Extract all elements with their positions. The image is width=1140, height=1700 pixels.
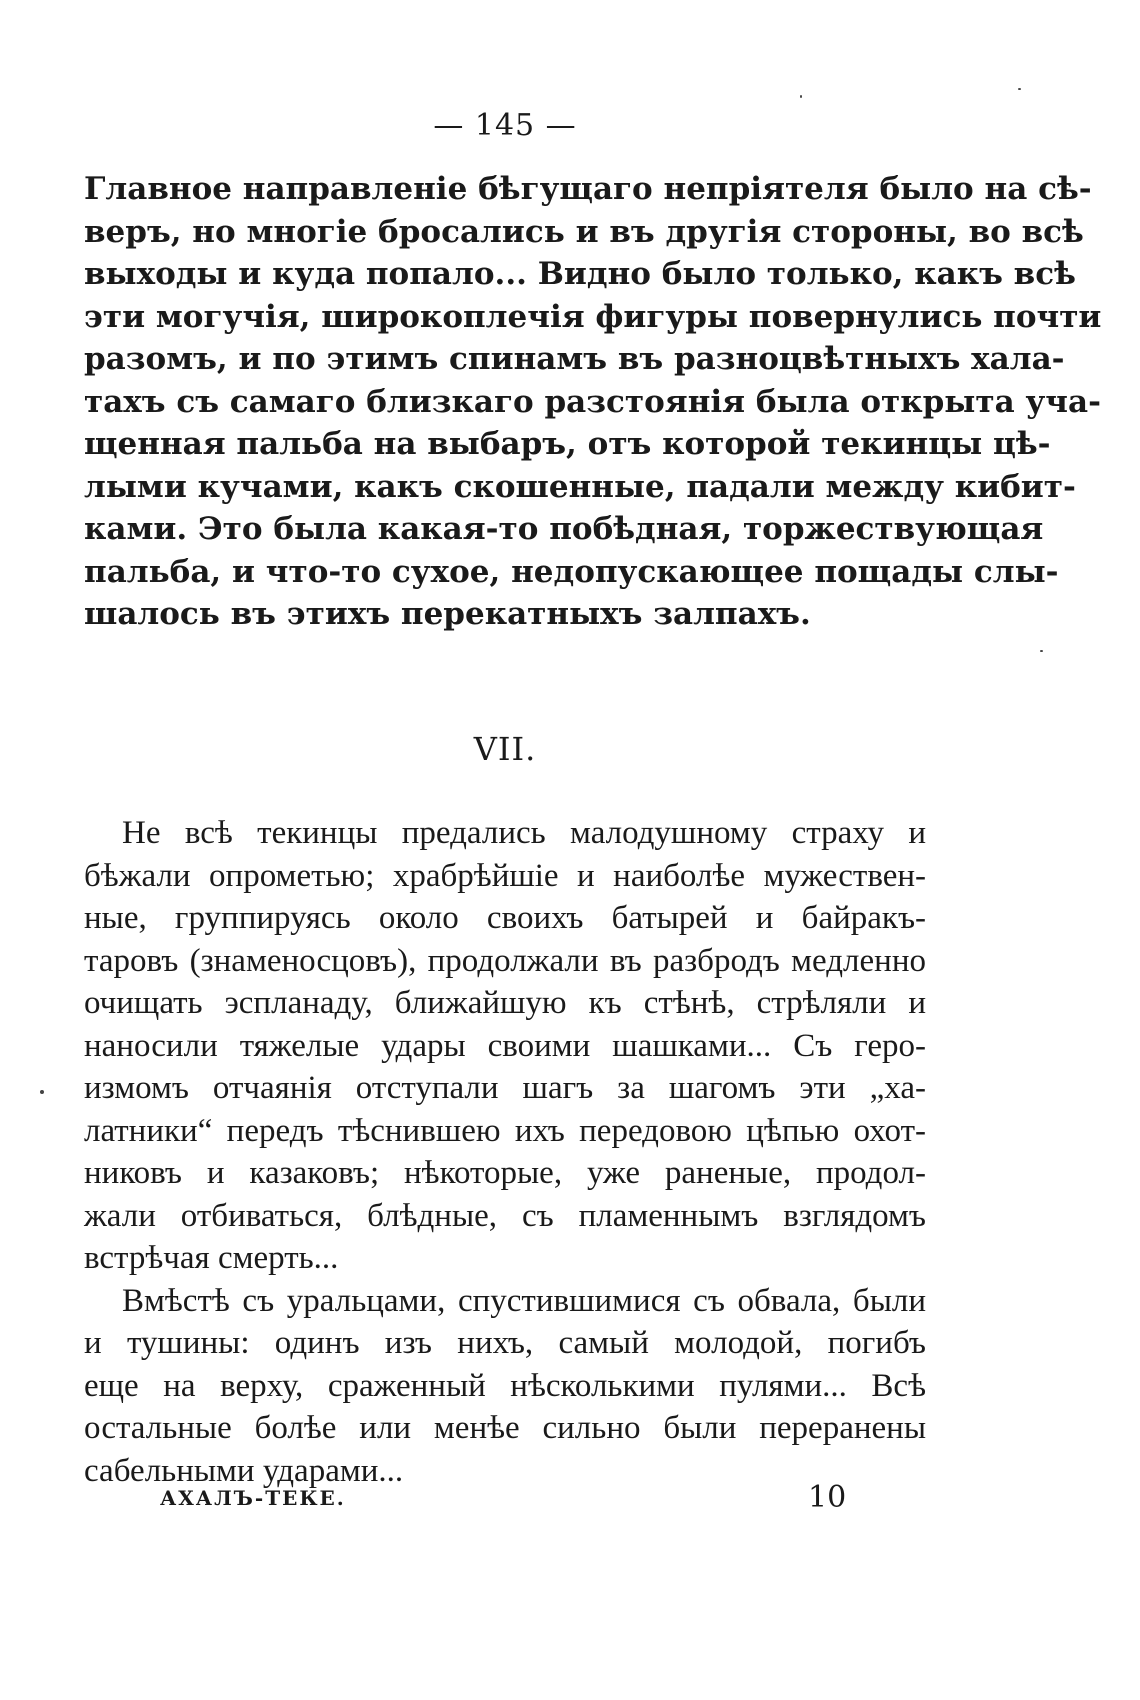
text-line: щенная пальба на выбаръ, отъ которой текинцы цѣ- <box>84 426 1051 462</box>
text-line: Не всѣ текинцы предались малодушному страху и <box>122 815 926 851</box>
text-line: ные, группируясь около своихъ батырей и байракъ- <box>84 900 926 936</box>
text-line: выходы и куда попало... Видно было только, какъ всѣ <box>84 256 1076 292</box>
chapter-body <box>84 812 926 1492</box>
paragraph-1 <box>84 812 926 1280</box>
text-line: эти могучія, широкоплечія фигуры повернулись почти <box>84 298 1102 335</box>
text-line: веръ, но многіе бросались и въ другія стороны, во всѣ <box>84 213 1084 250</box>
scan-speck <box>1018 88 1021 90</box>
text-line: остальные болѣе или менѣе сильно были переранены <box>84 1410 926 1446</box>
scan-speck <box>800 95 802 98</box>
text-line: пальба, и что-то сухое, недопускающее пощады слы- <box>84 553 1059 590</box>
text-line: и тушины: одинъ изъ нихъ, самый молодой, погибъ <box>84 1325 926 1361</box>
paragraph-2 <box>84 1280 926 1493</box>
text-line: наносили тяжелые удары своими шашками... Съ геро- <box>84 1027 926 1064</box>
continuation-paragraph <box>84 168 1102 636</box>
text-line: таровъ (знаменосцовъ), продолжали въ разбродъ медленно <box>84 942 926 979</box>
text-line: очищать эспланаду, ближайшую къ стѣнѣ, стрѣляли и <box>84 985 926 1021</box>
text-line: сабельными ударами... <box>84 1452 404 1489</box>
text-line: встрѣчая смерть... <box>84 1240 339 1276</box>
text-line: лыми кучами, какъ скошенные, падали между кибит- <box>84 468 1076 505</box>
text-line: бѣжали опрометью; храбрѣйшіе и наиболѣе мужествен- <box>84 857 926 894</box>
text-line: Вмѣстѣ съ уральцами, спустившимися съ обвала, были <box>122 1282 926 1319</box>
scan-speck <box>1040 650 1043 652</box>
text-line: жали отбиваться, блѣдные, съ пламеннымъ взглядомъ <box>84 1197 926 1234</box>
text-line: никовъ и казаковъ; нѣкоторые, уже раненые, продол- <box>84 1155 926 1191</box>
text-line: еще на верху, сраженный нѣсколькими пулями... Всѣ <box>84 1367 926 1404</box>
text-line: измомъ отчаянія отступали шагъ за шагомъ эти „ха- <box>84 1070 926 1106</box>
text-line: тахъ съ самаго близкаго разстоянія была открыта уча- <box>84 383 1101 420</box>
text-line: ками. Это была какая-то побѣдная, торжествующая <box>84 511 1044 547</box>
text-line: шалось въ этихъ перекатныхъ залпахъ. <box>84 596 811 632</box>
text-line: Главное направленіе бѣгущаго непріятеля было на сѣ- <box>84 171 1092 207</box>
text-line: разомъ, и по этимъ спинамъ въ разноцвѣтныхъ хала- <box>84 341 1065 377</box>
text-line: латники“ передъ тѣснившею ихъ передовою цѣпью охот- <box>84 1112 926 1149</box>
page-number: — 145 — <box>433 108 577 143</box>
chapter-heading: VII. <box>473 730 537 768</box>
signature-mark: АХАЛЪ-ТЕКЕ. <box>160 1486 346 1510</box>
scan-speck <box>40 1090 44 1094</box>
sheet-number: 10 <box>808 1480 847 1515</box>
page-footer <box>0 1480 1140 1520</box>
